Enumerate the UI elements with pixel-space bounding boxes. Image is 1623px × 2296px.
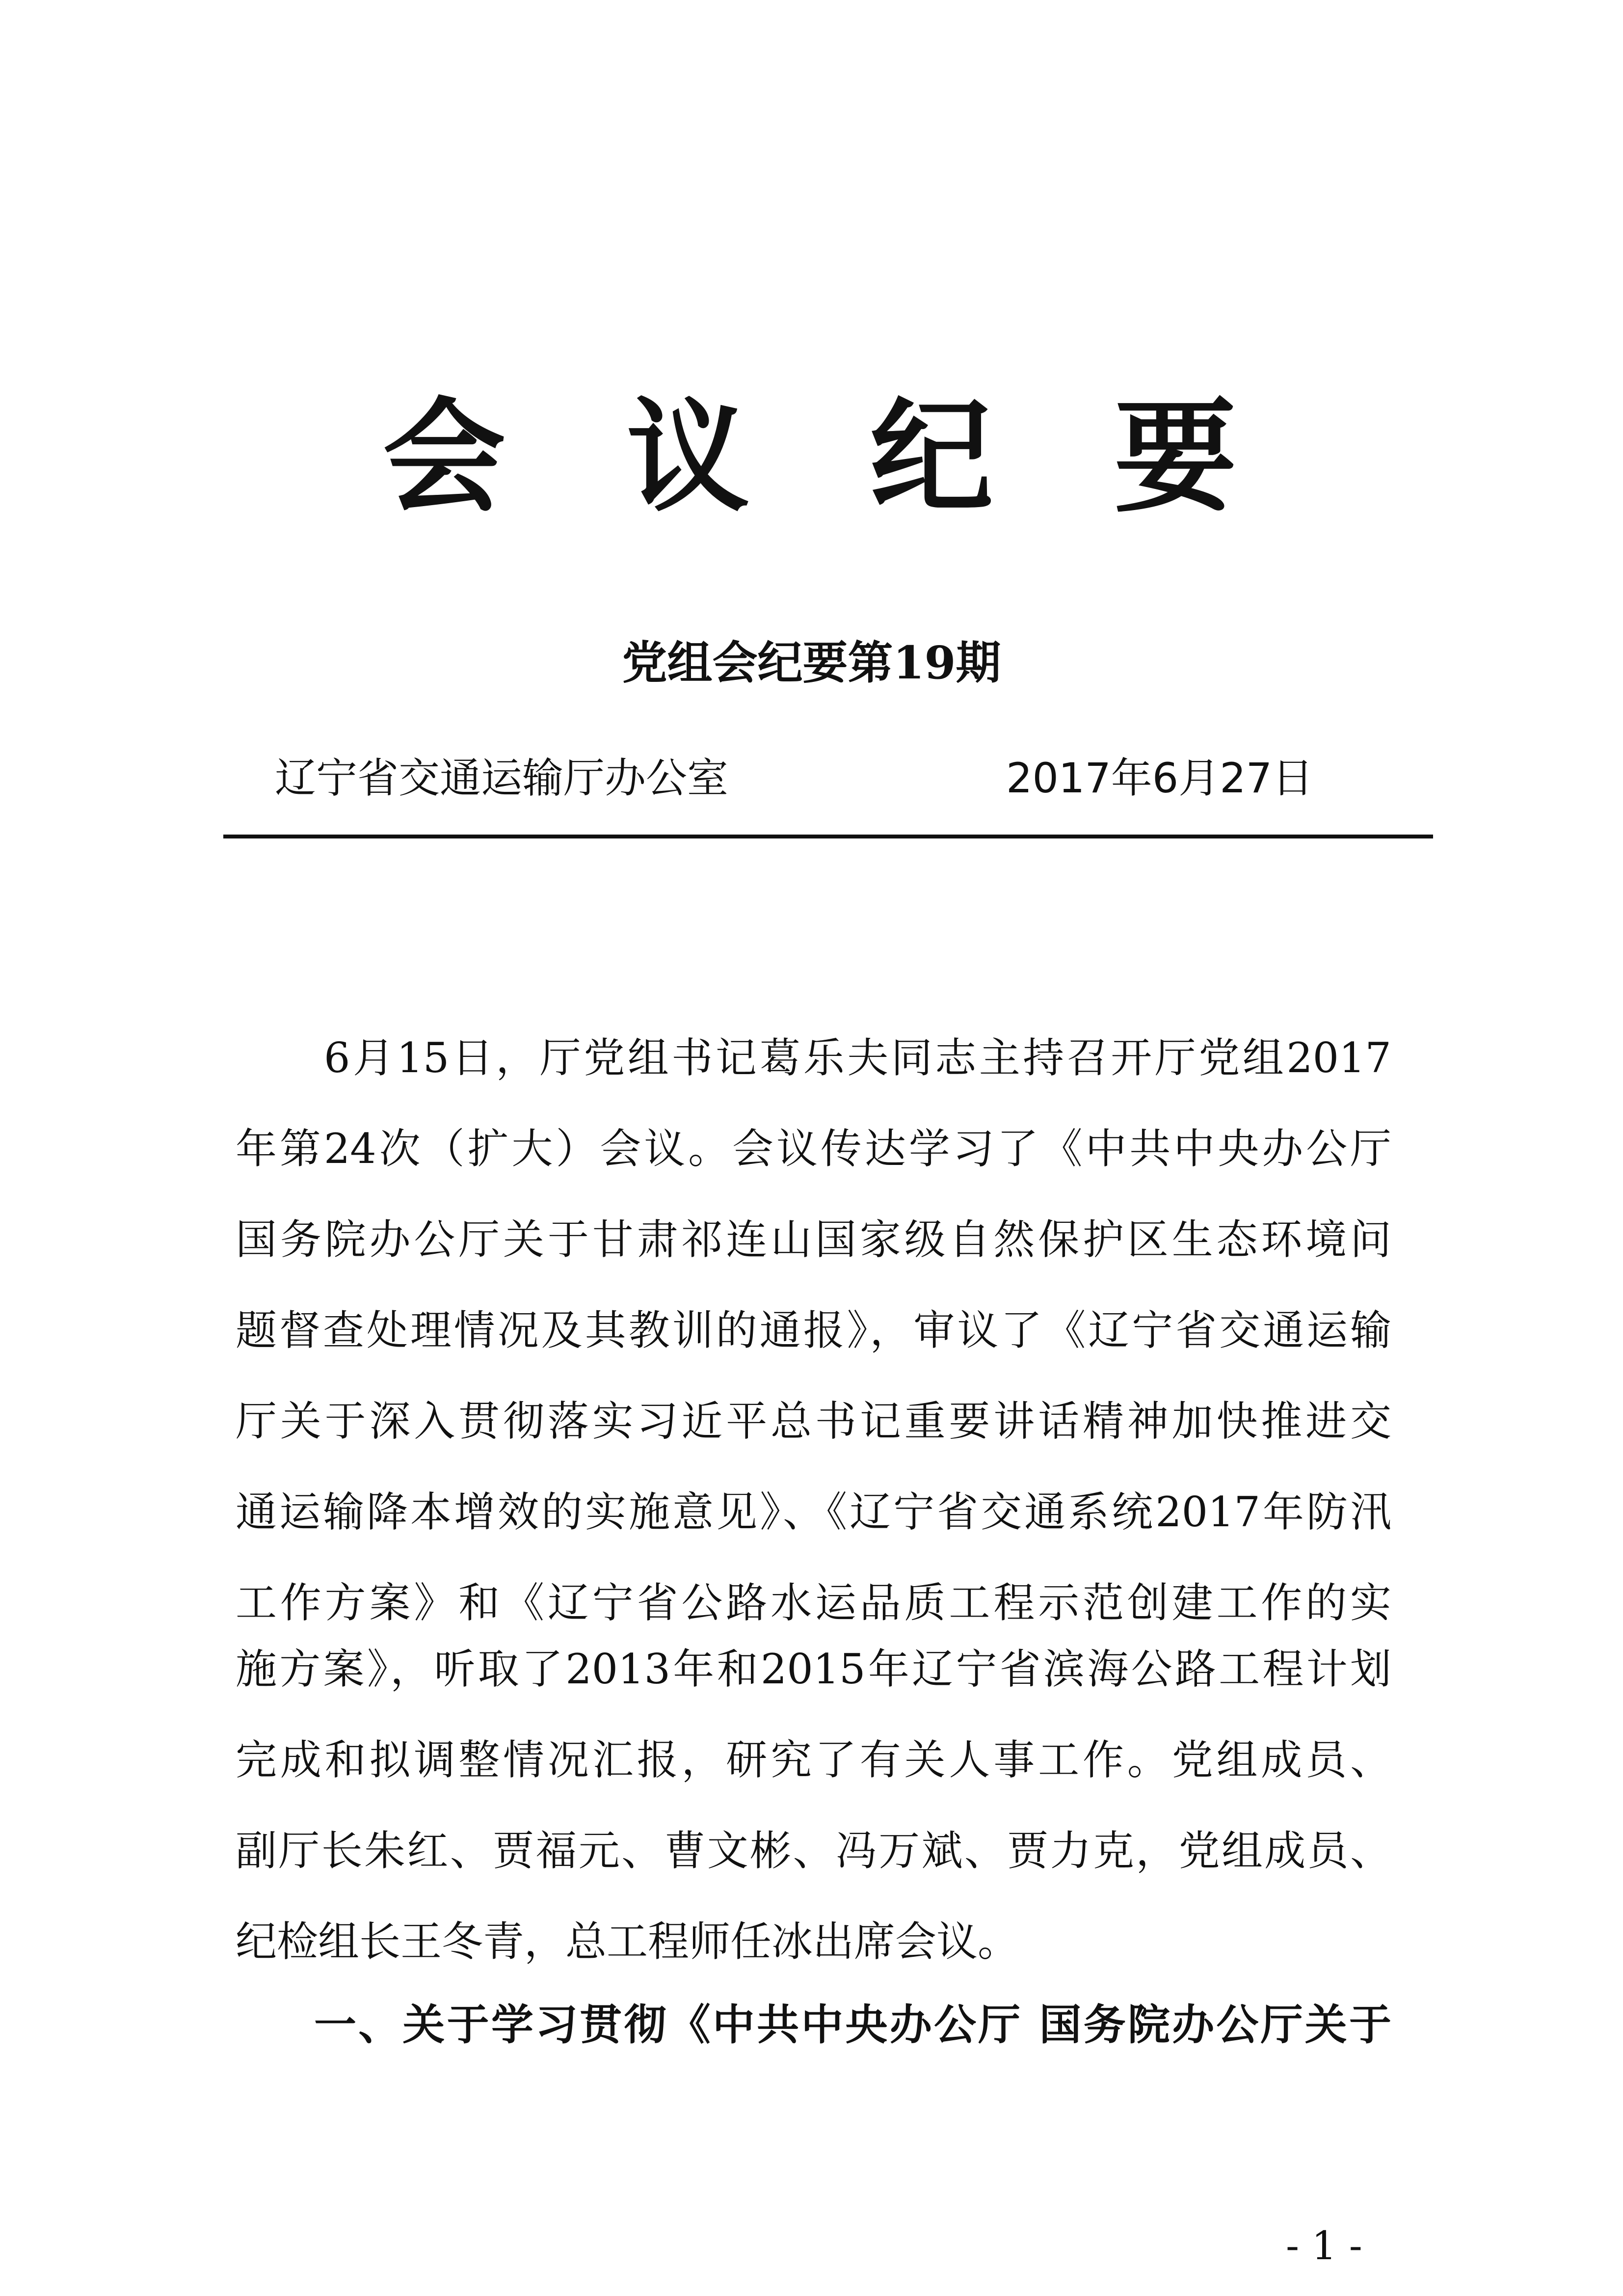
body-line: 纪检组长王冬青，总工程师任冰出席会议。	[236, 1918, 1019, 1966]
header-divider	[223, 835, 1433, 838]
issue-number: 党组会纪要第19期	[622, 636, 1001, 689]
section-heading: 一、关于学习贯彻《中共中央办公厅 国务院办公厅关于	[314, 2000, 1391, 2050]
body-line: 题督查处理情况及其教训的通报》，审议了《辽宁省交通运输	[236, 1306, 1391, 1354]
body-line: 国务院办公厅关于甘肃祁连山国家级自然保护区生态环境问	[236, 1216, 1391, 1264]
body-line: 年第24次（扩大）会议。会议传达学习了《中共中央办公厅	[236, 1125, 1391, 1173]
body-line: 通运输降本增效的实施意见》、《辽宁省交通系统2017年防汛	[236, 1488, 1391, 1536]
body-line: 完成和拟调整情况汇报，研究了有关人事工作。党组成员、	[236, 1736, 1391, 1784]
body-line: 6月15日，厅党组书记葛乐夫同志主持召开厅党组2017	[324, 1034, 1391, 1082]
page-number: - 1 -	[1286, 2223, 1362, 2269]
body-line: 厅关于深入贯彻落实习近平总书记重要讲话精神加快推进交	[236, 1397, 1391, 1445]
body-line: 工作方案》和《辽宁省公路水运品质工程示范创建工作的实	[236, 1579, 1391, 1627]
issuer: 辽宁省交通运输厅办公室	[275, 754, 729, 802]
issue-date: 2017年6月27日	[1006, 754, 1314, 802]
body-line: 施方案》，听取了2013年和2015年辽宁省滨海公路工程计划	[236, 1645, 1391, 1693]
document-title: 会议纪要	[383, 384, 1237, 529]
body-line: 副厅长朱红、贾福元、曹文彬、冯万斌、贾力克，党组成员、	[236, 1827, 1391, 1875]
